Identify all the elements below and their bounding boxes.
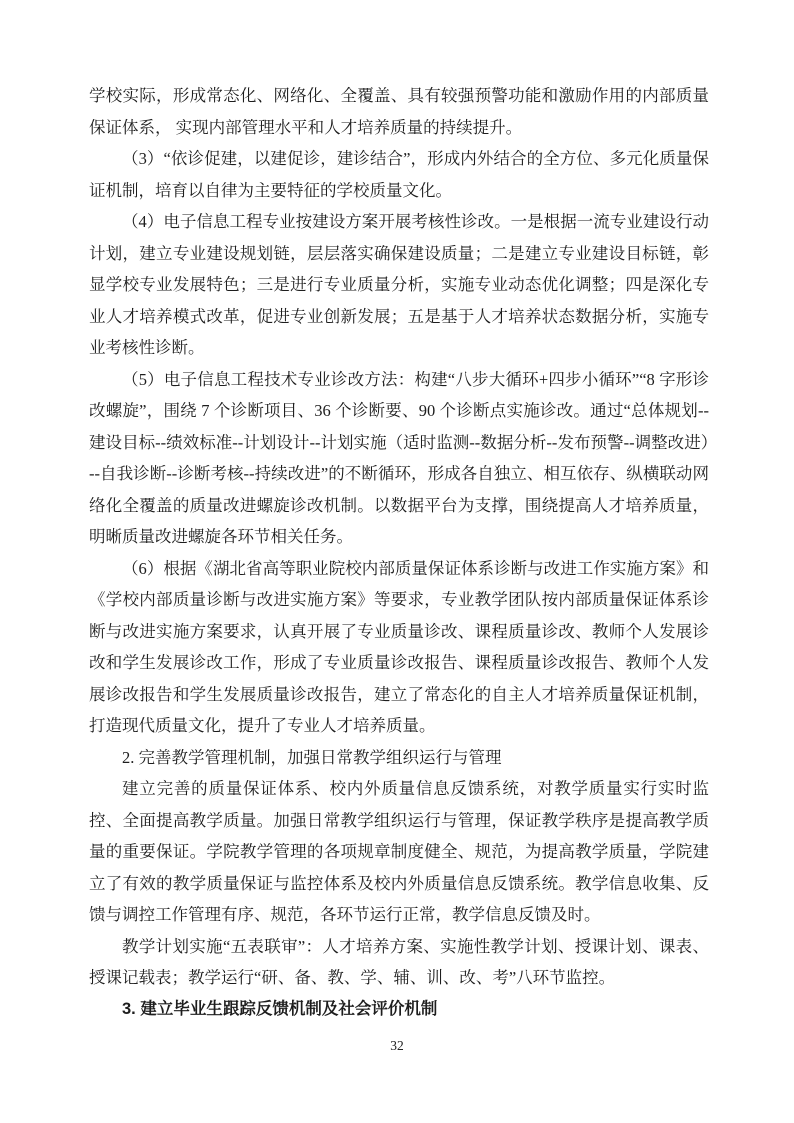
- section-heading-2: 2. 完善教学管理机制，加强日常教学组织运行与管理: [122, 747, 502, 767]
- page-number: 32: [390, 1038, 404, 1053]
- paragraph-item-4: （4）电子信息工程专业按建设方案开展考核性诊改。一是根据一流专业建设行动计划，建立专业建设规划链，层层落实确保建设质量；二是建立专业建设目标链，彰显学校专业发展特色；三是进行专业质量分析，实施专业动态优化调整；四是深化专业人才培养模式改革，促进专业创新发展；五是基于人才培养状态数据分析，实施专业考核性诊断。: [89, 212, 709, 357]
- document-body: [89, 80, 709, 1025]
- paragraph-teaching-plan: 教学计划实施“五表联审”：人才培养方案、实施性教学计划、授课计划、课表、授课记载表；教学运行“研、备、教、学、辅、训、改、考”八环节监控。: [89, 936, 709, 987]
- paragraph-continuation: 学校实际，形成常态化、网络化、全覆盖、具有较强预警功能和激励作用的内部质量保证体系， 实现内部管理水平和人才培养质量的持续提升。: [89, 86, 709, 137]
- paragraph-item-5: （5）电子信息工程技术专业诊改方法：构建“八步大循环+四步小循环”“8 字形诊改螺旋”，围绕 7 个诊断项目、36 个诊断要、90 个诊断点实施诊改。通过“总体规划--建设目标--绩效标准--计划设计--计划实施（适时监测--数据分析--发布预警--调整改进）--自我诊断--诊断考核--持续改进”的不断循环，形成各自独立、相互依存、纵横联动网络化全覆盖的质量改进螺旋诊改机制。以数据平台为支撑，围绕提高人才培养质量，明晰质量改进螺旋各环节相关任务。: [89, 369, 709, 546]
- paragraph-item-3: （3）“依诊促建，以建促诊，建诊结合”，形成内外结合的全方位、多元化质量保证机制，培育以自律为主要特征的学校质量文化。: [89, 149, 709, 200]
- paragraph-quality-system: 建立完善的质量保证体系、校内外质量信息反馈系统，对教学质量实行实时监控、全面提高教学质量。加强日常教学组织运行与管理，保证教学秩序是提高教学质量的重要保证。学院教学管理的各项规章制度健全、规范，为提高教学质量，学院建立了有效的教学质量保证与监控体系及校内外质量信息反馈系统。教学信息收集、反馈与调控工作管理有序、规范，各环节运行正常，教学信息反馈及时。: [89, 779, 709, 924]
- paragraph-item-6: （6）根据《湖北省高等职业院校内部质量保证体系诊断与改进工作实施方案》和《学校内部质量诊断与改进实施方案》等要求，专业教学团队按内部质量保证体系诊断与改进实施方案要求，认真开展了专业质量诊改、课程质量诊改、教师个人发展诊改和学生发展诊改工作，形成了专业质量诊改报告、课程质量诊改报告、教师个人发展诊改报告和学生发展质量诊改报告，建立了常态化的自主人才培养质量保证机制，打造现代质量文化，提升了专业人才培养质量。: [89, 558, 709, 735]
- section-heading-3: 3. 建立毕业生跟踪反馈机制及社会评价机制: [122, 999, 438, 1018]
